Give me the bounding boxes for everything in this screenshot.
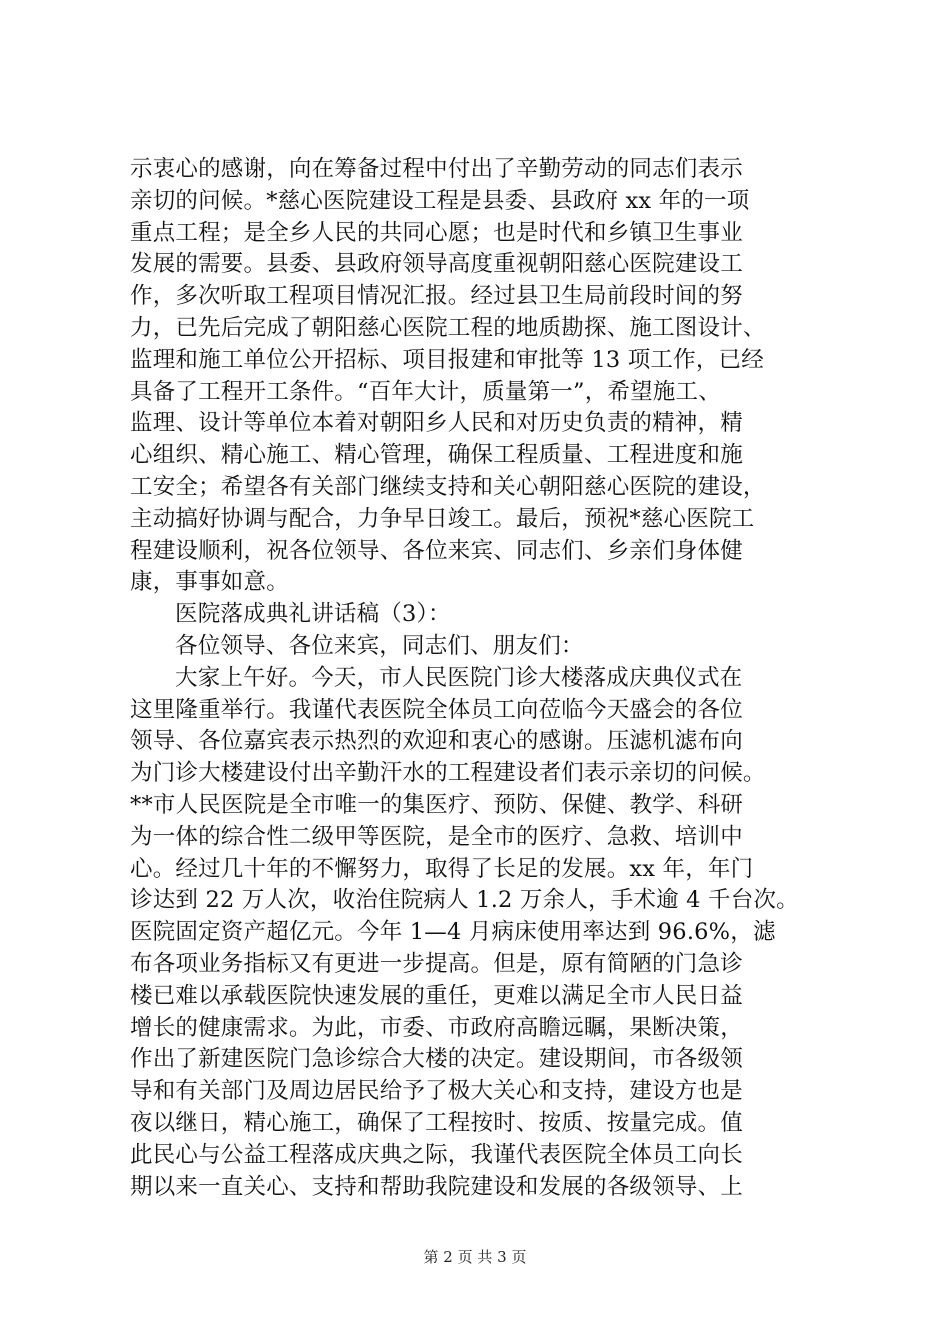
text-line: 医院落成典礼讲话稿（3）： [175,601,451,628]
body-text [130,154,830,1203]
text-line: 示衷心的感谢，向在筹备过程中付出了辛勤劳动的同志们表示 [130,156,743,182]
text-line: 作出了新建医院门急诊综合大楼的决定。建设期间，市各级领 [130,1046,743,1073]
text-line: 夜以继日，精心施工，确保了工程按时、按质、按量完成。值 [130,1109,743,1136]
text-line: 心。经过几十年的不懈努力，取得了长足的发展。xx 年，年门 [130,855,754,882]
text-line: 为门诊大楼建设付出辛勤汗水的工程建设者们表示亲切的问候。 [130,760,766,787]
text-line: 为一体的综合性二级甲等医院，是全市的医疗、急救、培训中 [130,823,743,850]
text-line: **市人民医院是全市唯一的集医疗、预防、保健、教学、科研 [130,791,744,818]
text-line: 各位领导、各位来宾，同志们、朋友们： [175,632,584,659]
text-line: 心组织、精心施工、精心管理，确保工程质量、工程进度和施 [130,442,743,469]
text-line: 作，多次听取工程项目情况汇报。经过县卫生局前段时间的努 [130,283,743,310]
page-footer: 第 2 页 共 3 页 [423,1248,527,1266]
text-line: 医院固定资产超亿元。今年 1—4 月病床使用率达到 96.6%，滤 [130,919,776,946]
text-line: 期以来一直关心、支持和帮助我院建设和发展的各级领导、上 [130,1173,743,1200]
text-line: 大家上午好。今天，市人民医院门诊大楼落成庆典仪式在 [175,664,743,691]
text-line: 监理、设计等单位本着对朝阳乡人民和对历史负责的精神，精 [130,410,743,437]
text-line: 工安全；希望各有关部门继续支持和关心朝阳慈心医院的建设， [130,473,766,500]
text-line: 布各项业务指标又有更进一步提高。但是，原有简陋的门急诊 [130,950,743,977]
text-line: 导和有关部门及周边居民给予了极大关心和支持，建设方也是 [130,1078,743,1105]
text-line: 发展的需要。县委、县政府领导高度重视朝阳慈心医院建设工 [130,251,743,278]
text-line: 楼已难以承载医院快速发展的重任，更难以满足全市人民日益 [130,982,743,1009]
text-line: 力，已先后完成了朝阳慈心医院工程的地质勘探、施工图设计、 [130,314,766,341]
text-line: 主动搞好协调与配合，力争早日竣工。最后，预祝*慈心医院工 [130,505,755,532]
text-line: 监理和施工单位公开招标、项目报建和审批等 13 项工作，已经 [130,346,764,373]
text-line: 重点工程；是全乡人民的共同心愿；也是时代和乡镇卫生事业 [130,219,743,246]
text-line: 亲切的问候。*慈心医院建设工程是县委、县政府 xx 年的一项 [130,187,750,214]
text-line: 领导、各位嘉宾表示热烈的欢迎和衷心的感谢。压滤机滤布向 [130,728,743,755]
text-line: 此民心与公益工程落成庆典之际，我谨代表医院全体员工向长 [130,1141,743,1168]
text-line: 具备了工程开工条件。“百年大计，质量第一”，希望施工、 [130,378,721,405]
text-line: 诊达到 22 万人次，收治住院病人 1.2 万余人，手术逾 4 千台次。 [130,887,799,914]
text-line: 康，事事如意。 [130,569,289,596]
text-line: 增长的健康需求。为此，市委、市政府高瞻远瞩，果断决策， [130,1014,743,1041]
text-line: 程建设顺利，祝各位领导、各位来宾、同志们、乡亲们身体健 [130,537,743,564]
text-line: 这里隆重举行。我谨代表医院全体员工向莅临今天盛会的各位 [130,696,743,723]
